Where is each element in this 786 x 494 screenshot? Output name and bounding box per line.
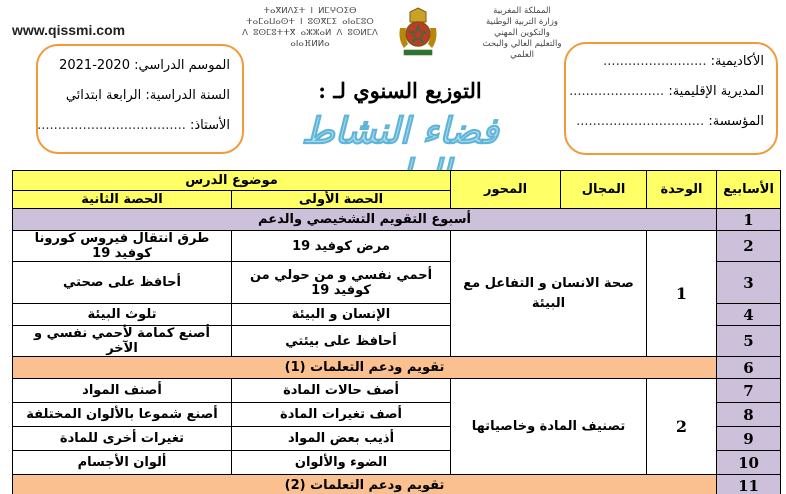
directorate-field[interactable] bbox=[569, 84, 764, 99]
week-cell: 9 bbox=[717, 427, 781, 451]
session-2-cell: تلوث البيئة bbox=[13, 304, 232, 326]
school-field[interactable] bbox=[576, 114, 764, 129]
annual-plan-table bbox=[12, 170, 781, 494]
teacher-dots: .................................... bbox=[37, 118, 186, 133]
ministry-line-3: والتعليم العالي والبحث العلمي bbox=[482, 39, 562, 60]
session-2-cell: أصنع شموعا بالألوان المختلفة bbox=[13, 403, 232, 427]
week-cell: 11 bbox=[717, 475, 781, 494]
session-1-cell: الإنسان و البيئة bbox=[232, 304, 451, 326]
session-2-cell: أصنع كمامة لأحمي نفسي و الآخر bbox=[13, 326, 232, 357]
session-1-cell: أذيب بعض المواد bbox=[232, 427, 451, 451]
session-1-cell: أصف حالات المادة bbox=[232, 379, 451, 403]
session-1-cell: أحافظ على بيئتي bbox=[232, 326, 451, 357]
academy-dots: ......................... bbox=[603, 54, 707, 69]
moroccan-emblem-icon bbox=[396, 4, 440, 58]
week-cell: 8 bbox=[717, 403, 781, 427]
session-1-cell: أحمي نفسي و من حولي من كوفيد 19 bbox=[232, 262, 451, 304]
header-session-2: الحصة الثانية bbox=[13, 191, 232, 209]
session-2-cell: ألوان الأجسام bbox=[13, 451, 232, 475]
header-axis: المحور bbox=[451, 171, 561, 209]
session-1-cell: أصف تغيرات المادة bbox=[232, 403, 451, 427]
tifinagh-line-3: ⴷ ⵓⵙⵎⵓⵜⵜⴳ ⴰⵣⵣⴰⵍ ⴷ ⵓⵙⵍⵎⴷ ⴰⵏⴰⴼⵍⵍⴰ bbox=[242, 28, 378, 49]
week-cell: 5 bbox=[717, 326, 781, 357]
ministry-tifinagh bbox=[230, 6, 390, 50]
week-cell: 4 bbox=[717, 304, 781, 326]
session-2-cell: تغيرات أخرى للمادة bbox=[13, 427, 232, 451]
season-text: الموسم الدراسي: 2020-2021 bbox=[59, 58, 230, 73]
header-unit: الوحدة bbox=[647, 171, 717, 209]
level-text: السنة الدراسية: الرابعة ابتدائي bbox=[65, 88, 230, 103]
directorate-label: المديرية الإقليمية: bbox=[668, 84, 764, 99]
subject-title: فضاء النشاط bbox=[301, 110, 499, 152]
school-dots: ............................... bbox=[576, 114, 705, 129]
week-1-cell: 1 bbox=[717, 209, 781, 231]
week-cell: 3 bbox=[717, 262, 781, 304]
unit-2-cell: 2 bbox=[647, 379, 717, 475]
teacher-label: الأستاذ: bbox=[190, 118, 230, 133]
evaluation-row-1: تقويم ودعم التعلمات (1) bbox=[13, 357, 717, 379]
evaluation-row-2: تقويم ودعم التعلمات (2) bbox=[13, 475, 717, 494]
ministry-line-1: المملكة المغربية bbox=[493, 6, 551, 16]
header-session-1: الحصة الأولى bbox=[232, 191, 451, 209]
tifinagh-line-2: ⵜⴰⵎⴰⵡⴰⵙⵜ ⵏ ⵓⵙⴳⵎⵉ ⴰⵏⴰⵎⵓⵔ bbox=[246, 17, 374, 27]
session-1-cell: مرض كوفيد 19 bbox=[232, 231, 451, 262]
directorate-dots: ....................... bbox=[569, 84, 665, 99]
institution-box bbox=[564, 42, 778, 155]
teacher-field[interactable] bbox=[37, 118, 230, 133]
website-url: www.qissmi.com bbox=[12, 22, 126, 38]
academy-label: الأكاديمية: bbox=[710, 54, 764, 69]
week-cell: 10 bbox=[717, 451, 781, 475]
school-year-box bbox=[36, 44, 244, 154]
ministry-line-2: وزارة التربية الوطنية والتكوين المهني bbox=[485, 17, 559, 38]
week-cell: 6 bbox=[717, 357, 781, 379]
session-2-cell: أصنف المواد bbox=[13, 379, 232, 403]
axis-1-cell: صحة الانسان و التفاعل مع البيئة bbox=[451, 231, 647, 357]
week-cell: 2 bbox=[717, 231, 781, 262]
header-lesson-topic: موضوع الدرس bbox=[13, 171, 451, 191]
session-2-cell: طرق انتقال فيروس كورونا كوفيد 19 bbox=[13, 231, 232, 262]
ministry-arabic bbox=[470, 6, 574, 61]
academy-field[interactable] bbox=[603, 54, 764, 69]
session-2-cell: أحافظ على صحتي bbox=[13, 262, 232, 304]
page-title: التوزيع السنوي لـ : bbox=[318, 78, 482, 103]
unit-1-cell: 1 bbox=[647, 231, 717, 357]
session-1-cell: الضوء والألوان bbox=[232, 451, 451, 475]
header-domain: المجال bbox=[561, 171, 647, 209]
diagnostic-week-row: أسبوع التقويم التشخيصي والدعم bbox=[13, 209, 717, 231]
axis-2-cell: تصنيف المادة وخاصياتها bbox=[451, 379, 647, 475]
week-cell: 7 bbox=[717, 379, 781, 403]
header-weeks: الأسابيع bbox=[717, 171, 781, 209]
tifinagh-line-1: ⵜⴰⴳⵍⴷⵉⵜ ⵏ ⵍⵎⵖⵔⵉⴱ bbox=[263, 6, 357, 16]
school-label: المؤسسة: bbox=[708, 114, 764, 129]
